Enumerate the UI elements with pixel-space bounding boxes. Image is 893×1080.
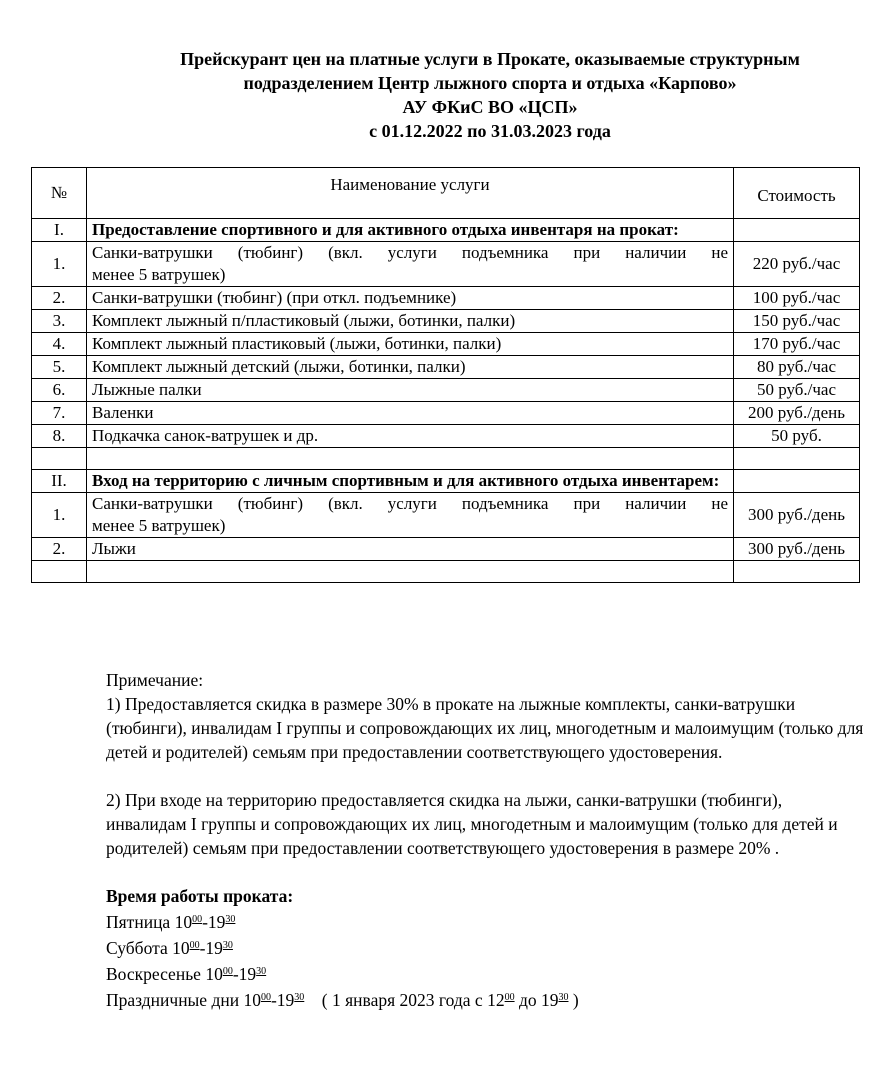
row-name: Комплект лыжный п/пластиковый (лыжи, ботинки, палки) (87, 310, 734, 333)
section-num: I. (32, 219, 87, 242)
row-num: 1. (32, 493, 87, 538)
table-row (32, 242, 860, 287)
empty-cell (32, 561, 87, 583)
row-name-line-2: менее 5 ватрушек) (92, 265, 226, 284)
row-cost: 220 руб./час (734, 242, 860, 287)
day-label: Воскресенье (106, 964, 206, 984)
row-num: 8. (32, 425, 87, 448)
title-line-4: с 01.12.2022 по 31.03.2023 года (369, 121, 611, 141)
title-line-1: Прейскурант цен на платные услуги в Прокате, оказываемые структурным (180, 49, 800, 69)
row-cost: 300 руб./день (734, 538, 860, 561)
row-cost: 200 руб./день (734, 402, 860, 425)
hours-sunday: Воскресенье $10^{00}-19^{30}$ (106, 964, 267, 984)
from-minutes: 00 (192, 914, 203, 925)
from-hour: 10 (172, 938, 190, 958)
empty-cell (32, 448, 87, 470)
to-hour: 19 (207, 912, 226, 932)
table-row (32, 310, 860, 333)
holiday-note-from-minutes: 00 (504, 992, 515, 1003)
notes-heading: Примечание: (106, 670, 204, 690)
row-name: Подкачка санок-ватрушек и др. (87, 425, 734, 448)
row-cost: 150 руб./час (734, 310, 860, 333)
hours-saturday: Суббота $10^{00}-19^{30}$ (106, 938, 233, 958)
section-cost-empty (734, 470, 860, 493)
from-hour: 10 (243, 990, 261, 1010)
from-hour: 10 (174, 912, 193, 932)
to-hour: 19 (238, 964, 257, 984)
section-title: Предоставление спортивного и для активного отдыха инвентаря на прокат: (87, 219, 734, 242)
row-num: 3. (32, 310, 87, 333)
from-hour: 10 (205, 964, 223, 984)
table-row (32, 425, 860, 448)
table-row (32, 493, 860, 538)
section-num: II. (32, 470, 87, 493)
table-row (32, 333, 860, 356)
from-minutes: 00 (222, 966, 233, 977)
row-name: Лыжные палки (87, 379, 734, 402)
section-row-1 (32, 219, 860, 242)
to-minutes: 30 (294, 992, 305, 1003)
empty-cell (734, 448, 860, 470)
row-cost: 300 руб./день (734, 493, 860, 538)
row-num: 7. (32, 402, 87, 425)
holiday-note-suffix: ) (568, 990, 579, 1010)
holiday-note-mid: до (514, 990, 541, 1010)
section-title: Вход на территорию с личным спортивным и для активного отдыха инвентарем: (87, 470, 734, 493)
hours-friday: Пятница $10^{00}-19^{30}$ (106, 912, 236, 932)
row-cost: 50 руб./час (734, 379, 860, 402)
header-cost: Стоимость (734, 168, 860, 219)
row-name (87, 493, 734, 538)
row-cost: 80 руб./час (734, 356, 860, 379)
row-name: Валенки (87, 402, 734, 425)
spacer (106, 860, 866, 884)
row-num: 2. (32, 538, 87, 561)
header-num: № (32, 168, 87, 219)
hours-title: Время работы проката: (106, 886, 294, 906)
hours-holidays: Праздничные дни $10^{00}-19^{30}$ ( 1 января 2023 года с $12^{00}$ до $19^{30}$ ) (106, 990, 579, 1010)
empty-row (32, 561, 860, 583)
note-2: 2) При входе на территорию предоставляется скидка на лыжи, санки-ватрушки (тюбинги), инвалидам I группы и сопровождающих их лиц, многодетным и малоимущим (только для детей и родителей) семьям при предоставлении соответствующего удостоверения в размере 20% . (106, 790, 838, 858)
row-cost: 50 руб. (734, 425, 860, 448)
row-cost: 100 руб./час (734, 287, 860, 310)
day-label: Пятница (106, 912, 175, 932)
header-name: Наименование услуги (87, 168, 734, 219)
holiday-note-to-minutes: 30 (558, 992, 569, 1003)
note-1: 1) Предоставляется скидка в размере 30% в прокате на лыжные комплекты, санки-ватрушки (тюбинги), инвалидам I группы и сопровождающих их лиц, многодетным и малоимущим (только для детей и родителей) семьям при предоставлении соответствующего удостоверения. (106, 694, 864, 762)
row-name (87, 242, 734, 287)
title-line-3: АУ ФКиС ВО «ЦСП» (402, 97, 578, 117)
table-row (32, 287, 860, 310)
row-name: Комплект лыжный детский (лыжи, ботинки, палки) (87, 356, 734, 379)
empty-cell (734, 561, 860, 583)
holiday-note-to-hour: 19 (540, 990, 559, 1010)
to-minutes: 30 (256, 966, 267, 977)
row-name-line-1: Санки-ватрушки (тюбинг) (вкл. услуги подъемника при наличии не (92, 494, 728, 513)
price-table (31, 167, 860, 583)
section-cost-empty (734, 219, 860, 242)
to-minutes: 30 (222, 940, 233, 951)
row-name: Лыжи (87, 538, 734, 561)
day-label: Суббота (106, 938, 173, 958)
from-minutes: 00 (260, 992, 271, 1003)
title-line-2: подразделением Центр лыжного спорта и отдыха «Карпово» (243, 73, 737, 93)
from-minutes: 00 (189, 940, 200, 951)
table-row (32, 402, 860, 425)
table-row (32, 538, 860, 561)
row-num: 4. (32, 333, 87, 356)
holiday-note-prefix: ( 1 января 2023 года с (321, 990, 488, 1010)
holiday-note-from-hour: 12 (487, 990, 505, 1010)
to-minutes: 30 (225, 914, 236, 925)
to-hour: 19 (205, 938, 223, 958)
row-num: 5. (32, 356, 87, 379)
row-name-line-1: Санки-ватрушки (тюбинг) (вкл. услуги подъемника при наличии не (92, 243, 728, 262)
row-name: Санки-ватрушки (тюбинг) (при откл. подъемнике) (87, 287, 734, 310)
spacer (106, 764, 866, 788)
document-title (60, 47, 893, 143)
table-row (32, 356, 860, 379)
table-header-row (32, 168, 860, 219)
notes-block (106, 668, 866, 1012)
row-cost: 170 руб./час (734, 333, 860, 356)
empty-row (32, 448, 860, 470)
table-row (32, 379, 860, 402)
row-num: 6. (32, 379, 87, 402)
row-name: Комплект лыжный пластиковый (лыжи, ботинки, палки) (87, 333, 734, 356)
day-label: Праздничные дни (106, 990, 244, 1010)
section-row-2 (32, 470, 860, 493)
to-hour: 19 (276, 990, 295, 1010)
row-name-line-2: менее 5 ватрушек) (92, 516, 226, 535)
empty-cell (87, 448, 734, 470)
row-num: 2. (32, 287, 87, 310)
empty-cell (87, 561, 734, 583)
row-num: 1. (32, 242, 87, 287)
